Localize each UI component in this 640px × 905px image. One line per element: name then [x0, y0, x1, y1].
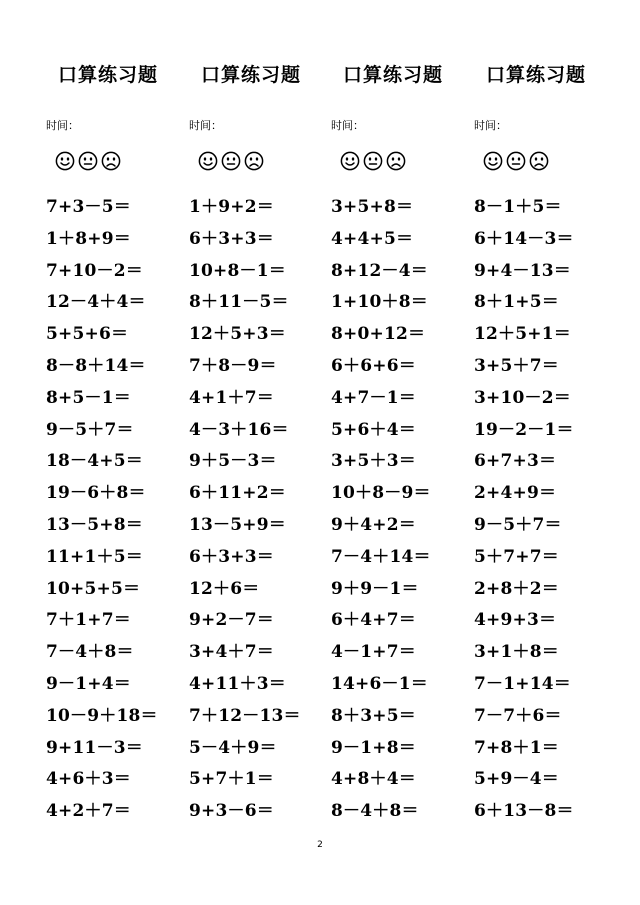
arithmetic-problem: 4+11＋3＝ — [189, 673, 286, 694]
arithmetic-problem: 7＋1+7＝ — [46, 610, 131, 631]
arithmetic-problem: 5＋7+7＝ — [474, 546, 559, 567]
arithmetic-problem: 6+7+3＝ — [474, 451, 557, 472]
arithmetic-problem: 9－1+8＝ — [331, 737, 416, 758]
worksheet-column-1 — [46, 58, 188, 828]
arithmetic-problem: 4+8＋4＝ — [331, 769, 416, 790]
arithmetic-problem: 7－4＋8＝ — [46, 642, 134, 663]
worksheet-title: 口算练习题 — [201, 64, 302, 86]
smiley-face-icon — [198, 151, 218, 171]
arithmetic-problem: 6＋13－8＝ — [474, 801, 574, 822]
arithmetic-problem: 5+5+6＝ — [46, 324, 129, 345]
arithmetic-problem: 13－5+9＝ — [189, 514, 286, 535]
worksheet-title: 口算练习题 — [58, 64, 159, 86]
arithmetic-problem: 4+6＋3＝ — [46, 769, 131, 790]
smiley-face-icon — [340, 151, 360, 171]
arithmetic-problem: 9－1+4＝ — [46, 673, 131, 694]
arithmetic-problem: 9－5＋7＝ — [474, 514, 562, 535]
arithmetic-problem: 7＋8－9＝ — [189, 355, 277, 376]
arithmetic-problem: 6＋14－3＝ — [474, 228, 574, 249]
arithmetic-problem: 14+6－1＝ — [331, 673, 428, 694]
arithmetic-problem: 6＋11+2＝ — [189, 483, 286, 504]
arithmetic-problem: 1＋8+9＝ — [46, 228, 131, 249]
arithmetic-problem: 8＋3+5＝ — [331, 705, 416, 726]
arithmetic-problem: 5+9－4＝ — [474, 769, 559, 790]
arithmetic-problem: 4+2＋7＝ — [46, 801, 131, 822]
arithmetic-problem: 4+9+3＝ — [474, 610, 557, 631]
arithmetic-problem: 9+3－6＝ — [189, 801, 274, 822]
arithmetic-problem: 10＋8－9＝ — [331, 483, 431, 504]
time-label: 时间： — [474, 119, 507, 132]
arithmetic-problem: 3+1＋8＝ — [474, 642, 559, 663]
arithmetic-problem: 9＋9－1＝ — [331, 578, 419, 599]
arithmetic-problem: 8+0+12＝ — [331, 324, 426, 345]
arithmetic-problem: 19－6＋8＝ — [46, 483, 146, 504]
arithmetic-problem: 6＋3+3＝ — [189, 546, 274, 567]
worksheet-title: 口算练习题 — [486, 64, 587, 86]
arithmetic-problem: 9＋4+2＝ — [331, 514, 416, 535]
frowning-face-icon — [529, 151, 549, 171]
arithmetic-problem: 10+5+5＝ — [46, 578, 141, 599]
neutral-face-icon — [506, 151, 526, 171]
arithmetic-problem: 12－4＋4＝ — [46, 292, 146, 313]
arithmetic-problem: 7+3－5＝ — [46, 197, 131, 217]
page-number: 2 — [317, 840, 323, 850]
arithmetic-problem: 9+2－7＝ — [189, 610, 274, 631]
worksheet-column-4 — [474, 58, 616, 828]
arithmetic-problem: 8+12－4＝ — [331, 260, 428, 281]
smiley-face-icon — [483, 151, 503, 171]
arithmetic-problem: 7+8＋1＝ — [474, 737, 559, 758]
arithmetic-problem: 6＋6+6＝ — [331, 355, 416, 376]
arithmetic-problem: 4+7－1＝ — [331, 387, 416, 408]
arithmetic-problem: 7－7＋6＝ — [474, 705, 562, 726]
arithmetic-problem: 19－2－1＝ — [474, 419, 574, 440]
arithmetic-problem: 8+5－1＝ — [46, 387, 131, 408]
smiley-face-icon — [55, 151, 75, 171]
worksheet-column-2 — [189, 58, 331, 828]
neutral-face-icon — [221, 151, 241, 171]
arithmetic-problem: 12＋6＝ — [189, 578, 260, 599]
neutral-face-icon — [363, 151, 383, 171]
arithmetic-problem: 3+5＋7＝ — [474, 355, 559, 376]
arithmetic-problem: 4－1+7＝ — [331, 642, 416, 663]
arithmetic-problem: 9+4－13＝ — [474, 260, 571, 281]
arithmetic-problem: 10+8－1＝ — [189, 260, 286, 281]
worksheet-title: 口算练习题 — [343, 64, 444, 86]
arithmetic-problem: 3+5＋3＝ — [331, 451, 416, 472]
arithmetic-problem: 8＋1+5＝ — [474, 292, 559, 313]
arithmetic-problem: 3+4＋7＝ — [189, 642, 274, 663]
arithmetic-problem: 2+4+9＝ — [474, 483, 557, 504]
arithmetic-problem: 7＋12－13＝ — [189, 705, 301, 726]
arithmetic-problem: 10－9＋18＝ — [46, 705, 158, 726]
time-label: 时间： — [46, 119, 79, 132]
time-label: 时间： — [331, 119, 364, 132]
arithmetic-problem: 8－8＋14＝ — [46, 355, 146, 376]
rating-faces — [55, 148, 188, 174]
arithmetic-problem: 4－3＋16＝ — [189, 419, 289, 440]
worksheet-column-3 — [331, 58, 473, 828]
arithmetic-problem: 4+1＋7＝ — [189, 387, 274, 408]
arithmetic-problem: 9+11－3＝ — [46, 737, 143, 758]
rating-faces — [340, 148, 473, 174]
frowning-face-icon — [101, 151, 121, 171]
arithmetic-problem: 9－5＋7＝ — [46, 419, 134, 440]
arithmetic-problem: 12＋5+1＝ — [474, 324, 571, 345]
arithmetic-problem: 9＋5－3＝ — [189, 451, 277, 472]
arithmetic-problem: 7+10－2＝ — [46, 260, 143, 281]
arithmetic-problem: 7－4＋14＝ — [331, 546, 431, 567]
arithmetic-problem: 5－4＋9＝ — [189, 737, 277, 758]
arithmetic-problem: 18－4+5＝ — [46, 451, 143, 472]
problem-list — [189, 192, 331, 828]
arithmetic-problem: 5+6＋4＝ — [331, 419, 416, 440]
arithmetic-problem: 8－4＋8＝ — [331, 801, 419, 822]
arithmetic-problem: 2+8＋2＝ — [474, 578, 559, 599]
rating-faces — [483, 148, 616, 174]
arithmetic-problem: 6＋4+7＝ — [331, 610, 416, 631]
arithmetic-problem: 3+5+8＝ — [331, 197, 414, 217]
arithmetic-problem: 4+4+5＝ — [331, 228, 414, 249]
problem-list — [46, 192, 188, 828]
arithmetic-problem: 7－1+14＝ — [474, 673, 571, 694]
time-label: 时间： — [189, 119, 222, 132]
arithmetic-problem: 3+10－2＝ — [474, 387, 571, 408]
frowning-face-icon — [386, 151, 406, 171]
arithmetic-problem: 11+1＋5＝ — [46, 546, 143, 567]
rating-faces — [198, 148, 331, 174]
arithmetic-problem: 12＋5+3＝ — [189, 324, 286, 345]
arithmetic-problem: 8－1＋5＝ — [474, 197, 562, 217]
arithmetic-problem: 8＋11－5＝ — [189, 292, 289, 313]
arithmetic-problem: 5+7＋1＝ — [189, 769, 274, 790]
arithmetic-problem: 1＋9+2＝ — [189, 197, 274, 217]
neutral-face-icon — [78, 151, 98, 171]
frowning-face-icon — [244, 151, 264, 171]
arithmetic-problem: 1+10＋8＝ — [331, 292, 428, 313]
arithmetic-problem: 6＋3+3＝ — [189, 228, 274, 249]
problem-list — [474, 192, 616, 828]
problem-list — [331, 192, 473, 828]
arithmetic-problem: 13－5+8＝ — [46, 514, 143, 535]
